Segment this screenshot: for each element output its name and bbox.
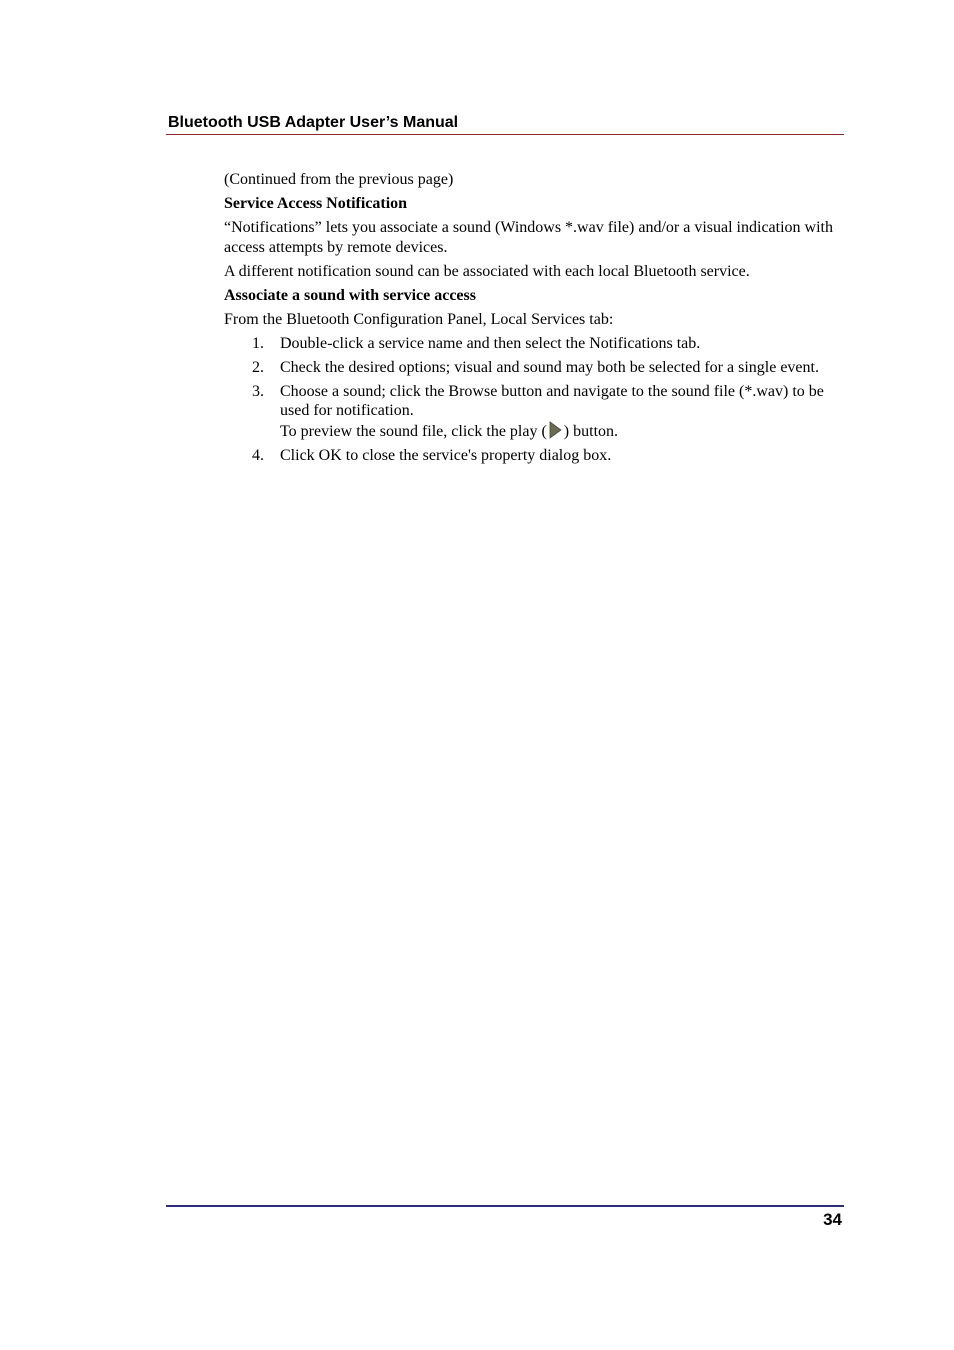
preview-text-after: ) button. [563, 422, 619, 440]
header-divider [166, 134, 844, 135]
lead-in-paragraph: From the Bluetooth Configuration Panel, Local Services tab: [224, 310, 614, 328]
page-content [224, 170, 844, 470]
continued-note: (Continued from the previous page) [224, 171, 454, 188]
list-item [224, 446, 844, 466]
steps-list [224, 334, 844, 466]
preview-text-before: To preview the sound file, click the play ( [280, 422, 547, 440]
step-text: Double-click a service name and then select the Notifications tab. [280, 334, 701, 352]
step-number: 4. [252, 446, 264, 464]
footer-divider [166, 1205, 844, 1207]
step-number: 1. [252, 334, 264, 352]
page-number: 34 [823, 1210, 842, 1229]
list-item [224, 358, 844, 378]
step-number: 3. [252, 382, 264, 400]
play-icon [548, 421, 562, 439]
second-paragraph: A different notification sound can be associated with each local Bluetooth service. [224, 262, 750, 280]
step-text: Choose a sound; click the Browse button and navigate to the sound file (*.wav) to be used for notification. [280, 382, 824, 419]
intro-paragraph: “Notifications” lets you associate a sound (Windows *.wav file) and/or a visual indication with access attempts by remote devices. [224, 219, 833, 256]
step-text: Check the desired options; visual and sound may both be selected for a single event. [280, 358, 819, 376]
step-number: 2. [252, 358, 264, 376]
list-item [224, 334, 844, 354]
list-item [224, 382, 844, 442]
document-header-title: Bluetooth USB Adapter User’s Manual [168, 114, 459, 131]
step-text: Click OK to close the service's property dialog box. [280, 446, 612, 464]
subheading: Associate a sound with service access [224, 286, 476, 304]
section-heading: Service Access Notification [224, 195, 408, 212]
